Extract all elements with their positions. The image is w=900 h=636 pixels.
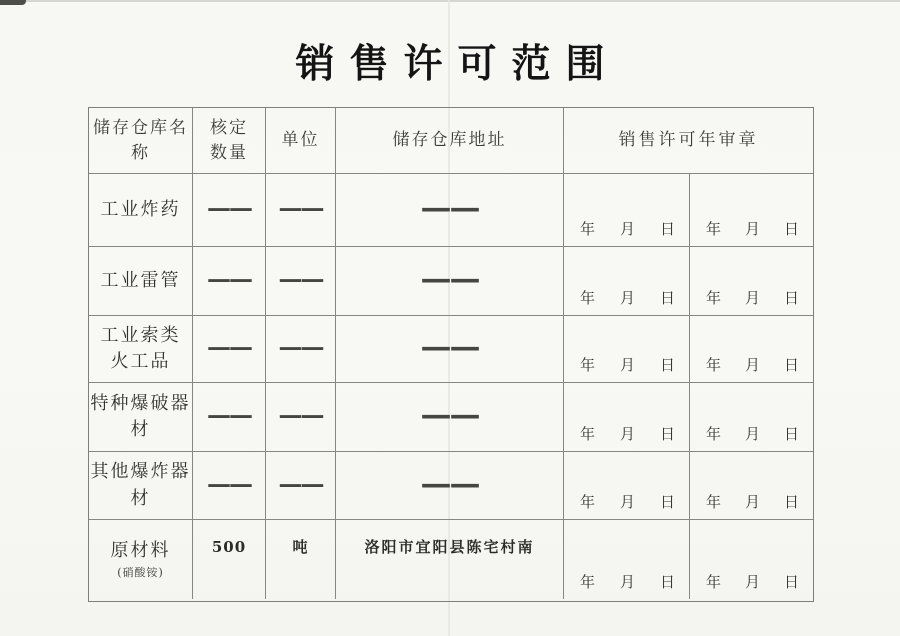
warehouse-name-cell [89,316,193,383]
warehouse-name: 原材料 [110,539,171,561]
month-label: 月 [619,220,635,238]
month-label: 月 [744,425,760,443]
warehouse-address-cell: —— [336,247,564,316]
day-label: 日 [659,573,675,591]
day-label: 日 [783,220,799,238]
annual-seal-left-cell [564,174,690,247]
warehouse-name: 工业炸药 [100,198,181,220]
unit-cell: —— [266,383,336,452]
day-label: 日 [783,493,799,511]
col-header-annual-review-seal [564,108,813,174]
warehouse-address-cell [336,520,564,599]
day-label: 日 [659,493,675,511]
col-header-warehouse-address [336,108,564,174]
month-label: 月 [744,220,760,238]
col-header-warehouse-name [89,108,193,174]
year-label: 年 [580,493,596,511]
unit-cell [266,520,336,599]
quantity-value: 500 [211,538,247,556]
address-value: 洛阳市宜阳县陈宅村南 [364,538,535,556]
day-label: 日 [783,289,799,307]
warehouse-name: 工业索类 [100,324,181,346]
warehouse-name-cell [89,383,193,452]
approved-quantity-cell: —— [193,174,266,247]
month-label: 月 [619,425,635,443]
annual-seal-right-cell [690,383,813,452]
year-label: 年 [706,356,722,374]
day-label: 日 [659,289,675,307]
year-label: 年 [706,425,722,443]
annual-seal-right-cell [690,174,813,247]
day-label: 日 [659,356,675,374]
unit-cell: —— [266,174,336,247]
header-label: 销售许可年审章 [618,130,759,151]
page-title: 销售许可范围 [295,42,620,87]
year-label: 年 [706,573,722,591]
month-label: 月 [619,289,635,307]
year-label: 年 [580,425,596,443]
month-label: 月 [744,356,760,374]
annual-seal-right-cell [690,247,813,316]
header-label: 数量 [210,142,248,163]
scan-corner-mark [0,0,26,5]
month-label: 月 [619,573,635,591]
month-label: 月 [744,289,760,307]
day-label: 日 [783,573,799,591]
warehouse-address-cell: —— [336,383,564,452]
month-label: 月 [619,493,635,511]
warehouse-name: 工业雷管 [100,269,181,291]
warehouse-name-cell [89,174,193,247]
month-label: 月 [744,573,760,591]
warehouse-address-cell: —— [336,174,564,247]
month-label: 月 [619,356,635,374]
unit-cell: —— [266,452,336,520]
header-label: 储存仓库地址 [392,130,507,151]
unit-cell: —— [266,247,336,316]
year-label: 年 [580,356,596,374]
year-label: 年 [580,289,596,307]
unit-cell: —— [266,316,336,383]
warehouse-name-cell [89,247,193,316]
warehouse-address-cell: —— [336,316,564,383]
header-label: 储存仓库名称 [93,117,188,163]
approved-quantity-cell: —— [193,452,266,520]
annual-seal-left-cell [564,452,690,520]
annual-seal-right-cell [690,520,813,599]
approved-quantity-cell: —— [193,383,266,452]
col-header-unit [266,108,336,174]
warehouse-name-line2: 火工品 [110,351,171,372]
annual-seal-right-cell [690,316,813,383]
day-label: 日 [659,425,675,443]
annual-seal-left-cell [564,316,690,383]
year-label: 年 [580,220,596,238]
scan-top-edge [0,0,900,2]
warehouse-name: 其他爆炸器材 [90,461,191,509]
permit-scope-table [88,107,814,602]
annual-seal-left-cell [564,247,690,316]
year-label: 年 [580,573,596,591]
approved-quantity-cell: —— [193,316,266,383]
approved-quantity-cell: —— [193,247,266,316]
month-label: 月 [744,493,760,511]
approved-quantity-cell [193,520,266,599]
day-label: 日 [783,425,799,443]
header-label: 单位 [281,130,320,151]
col-header-approved-quantity [193,108,266,174]
warehouse-address-cell: —— [336,452,564,520]
warehouse-name-cell [89,520,193,599]
year-label: 年 [706,493,722,511]
warehouse-name-cell [89,452,193,520]
unit-value: 吨 [292,538,309,556]
annual-seal-left-cell [564,520,690,599]
day-label: 日 [659,220,675,238]
year-label: 年 [706,220,722,238]
day-label: 日 [783,356,799,374]
year-label: 年 [706,289,722,307]
annual-seal-left-cell [564,383,690,452]
warehouse-name: 特种爆破器材 [90,392,191,440]
annual-seal-right-cell [690,452,813,520]
warehouse-name-note: (硝酸铵) [117,566,164,580]
header-label: 核定 [210,117,248,138]
